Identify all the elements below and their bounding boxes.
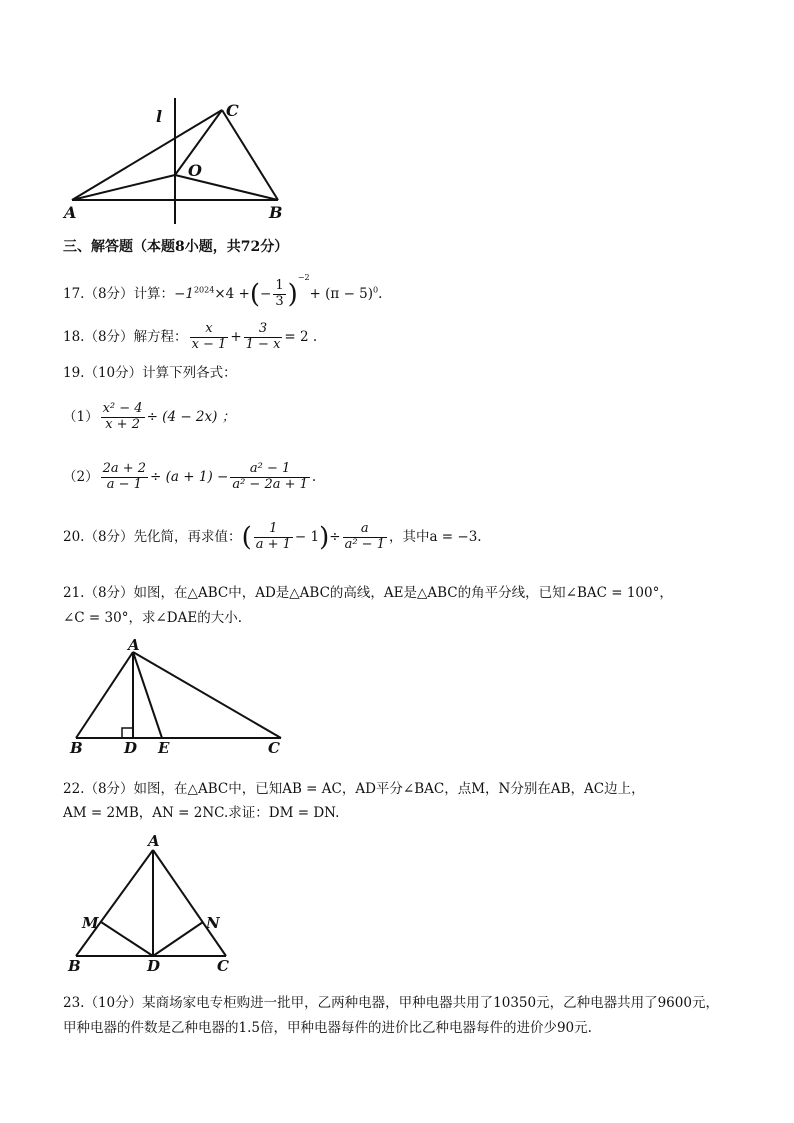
segment-ab: [76, 652, 133, 738]
question-19-part-2: （2） $\frac{2a + 2}{a - 1}$ ÷ (a + 1) − $\frac{\text{a² − 1}}{\text{a² − 2a + 1}}$ .: [63, 461, 317, 492]
question-21-line-2: ∠C = 30°，求∠DAE的大小.: [63, 610, 242, 626]
segment-ab: [76, 850, 153, 956]
figure-isosceles-triangle: [64, 830, 244, 975]
label-e: E: [158, 739, 170, 757]
label-b: B: [269, 203, 283, 222]
question-19: 19.（10分）计算下列各式：: [63, 365, 237, 381]
segment-ac: [133, 652, 281, 738]
label-n: N: [206, 914, 220, 932]
question-20: 20.（8分）先化简，再求值：( $\frac{1}{a + 1}$ − 1)÷ $\frac{a}{\text{a² − 1}}$ ，其中a = −3.: [63, 521, 482, 553]
label-a: A: [128, 638, 140, 654]
question-21-line-1: 21.（8分）如图，在△ABC中，AD是△ABC的高线，AE是△ABC的角平分线，已知∠BAC = 100°，: [63, 585, 673, 601]
figure-triangle-abc-line-l: [60, 92, 300, 228]
segment-bc: [222, 110, 278, 200]
segment-ae: [133, 652, 162, 738]
question-19-part-1: （1） $\frac{\text{x² − 4}}{x + 2}$ ÷ (4 − 2x) ；: [63, 401, 236, 432]
segment-ac: [72, 110, 222, 200]
label-c: C: [268, 739, 280, 757]
label-m: M: [82, 914, 99, 932]
figure-triangle-ad-ae: [66, 638, 296, 758]
question-18: 18.（8分）解方程： $\frac{x}{x - 1}$ + $\frac{3}{1 - x}$ = 2 .: [63, 321, 318, 352]
label-d: D: [147, 957, 161, 975]
label-b: B: [68, 957, 81, 975]
question-23-line-1: 23.（10分）某商场家电专柜购进一批甲，乙两种电器，甲种电器共用了10350元，乙种电器共用了9600元，: [63, 995, 719, 1011]
segment-ac: [153, 850, 226, 956]
question-22-line-2: AM = 2MB，AN = 2NC.求证：DM = DN.: [63, 805, 340, 821]
label-c: C: [217, 957, 229, 975]
label-o: O: [188, 161, 202, 180]
label-a: A: [64, 203, 77, 222]
question-22-line-1: 22.（8分）如图，在△ABC中，已知AB = AC，AD平分∠BAC，点M，N分别在AB，AC边上，: [63, 781, 645, 797]
segment-ao: [72, 175, 175, 200]
label-a: A: [148, 832, 160, 850]
label-l: l: [156, 107, 163, 126]
label-d: D: [124, 739, 138, 757]
label-b: B: [70, 739, 83, 757]
segment-dn: [153, 922, 203, 956]
right-angle-mark: [122, 728, 133, 738]
section-title: 三、解答题（本题8小题，共72分）: [63, 239, 289, 255]
segment-dm: [101, 922, 153, 956]
question-17: 17.（8分）计算：$-1^{2024}\times 4$ +(− $\frac{1}{3}$ )$^{-2}+ (\pi - 5)^0$.: [63, 273, 383, 310]
label-c: C: [226, 101, 239, 120]
question-23-line-2: 甲种电器的件数是乙种电器的1.5倍，甲种电器每件的进价比乙种电器每件的进价少90元.: [63, 1020, 592, 1036]
